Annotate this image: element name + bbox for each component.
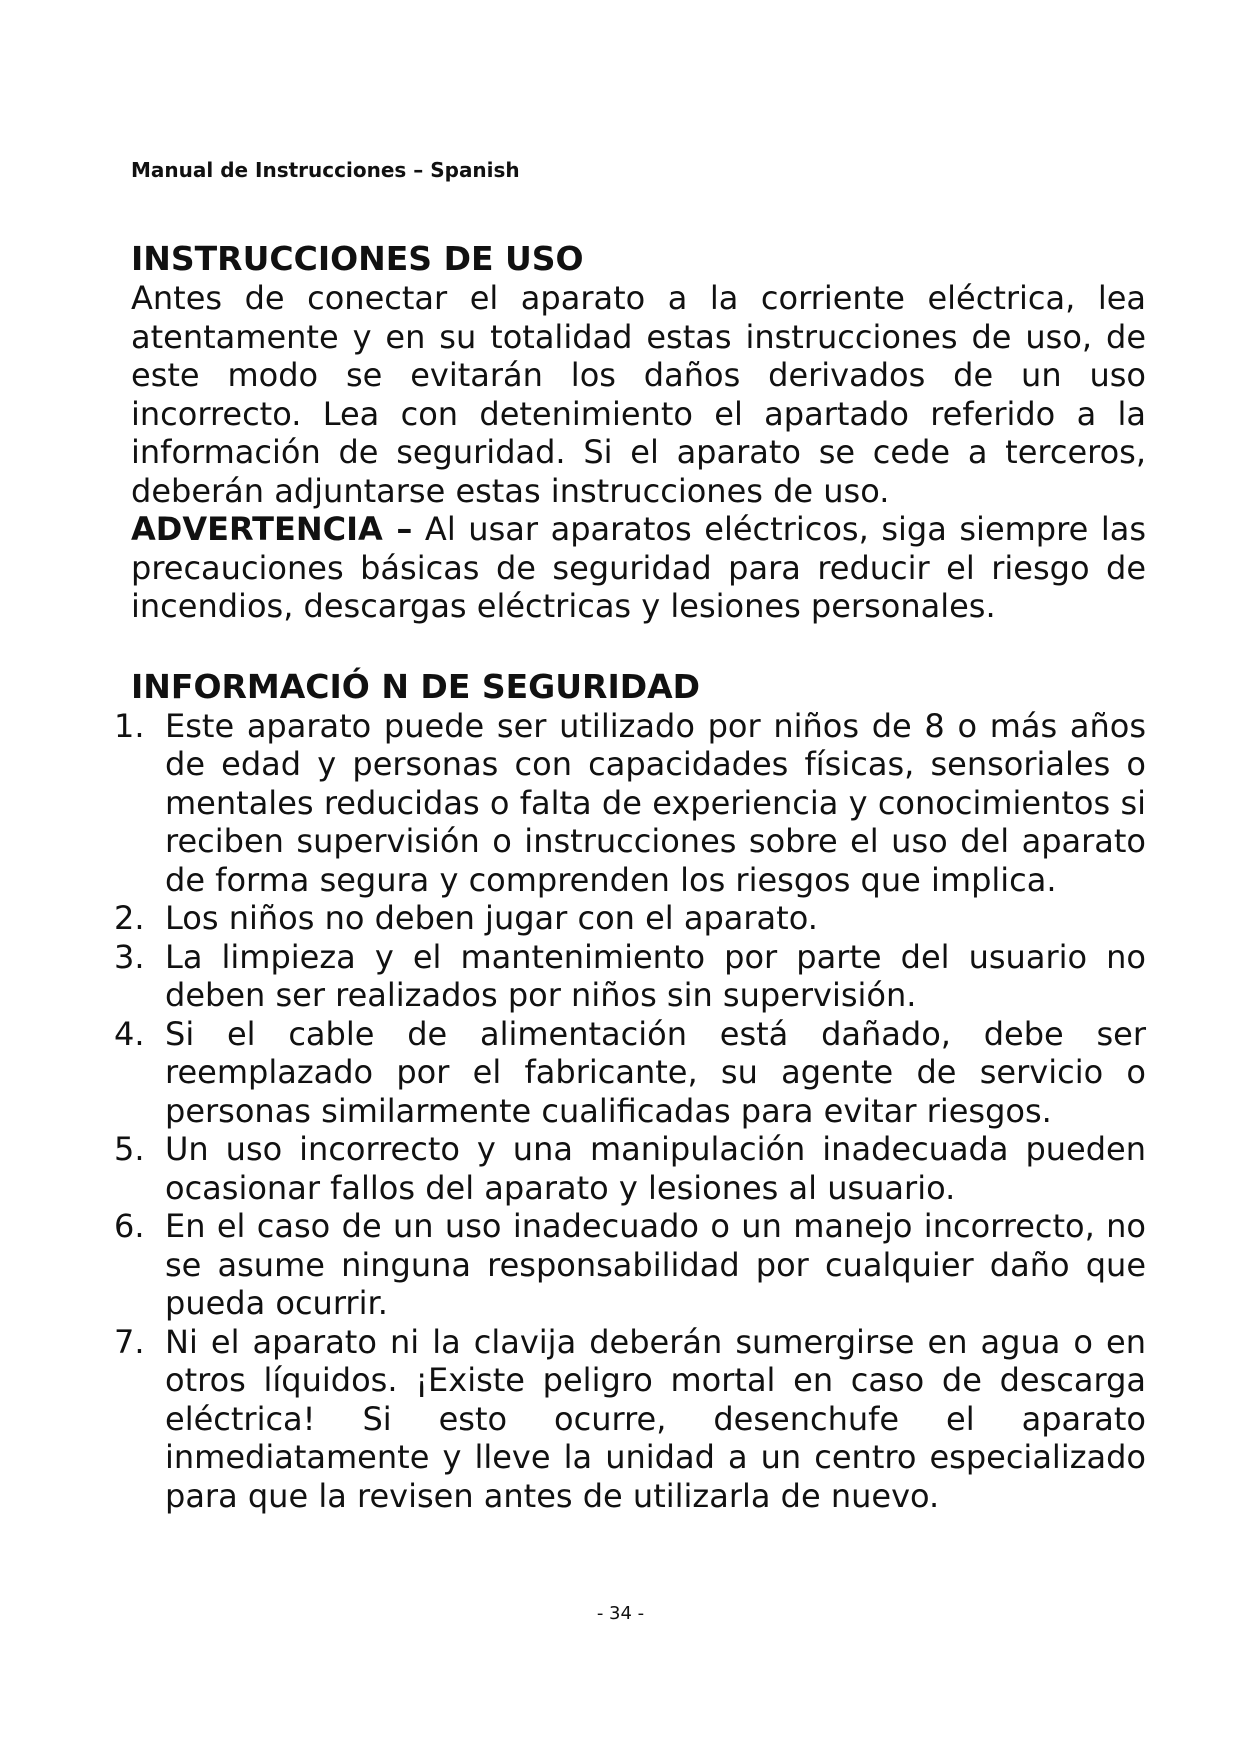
warning-text: Al usar aparatos eléctricos, siga siempre las precauciones básicas de seguridad para reducir el riesgo de incendios, descargas eléctricas y lesiones personales.: [131, 510, 1147, 625]
list-item-number: 5.: [114, 1130, 145, 1168]
list-item: [114, 1130, 1146, 1207]
list-item-text: En el caso de un uso inadecuado o un manejo incorrecto, no se asume ninguna responsabilidad por cualquier daño que pueda ocurrir.: [165, 1207, 1146, 1322]
list-item: [114, 1323, 1146, 1516]
list-item: [114, 707, 1146, 900]
list-item: [114, 1015, 1146, 1131]
running-header: Manual de Instrucciones – Spanish: [131, 158, 520, 182]
page-content: [114, 238, 1147, 1515]
warning-paragraph: [131, 510, 1146, 626]
list-item: [114, 938, 1146, 1015]
page-number: - 34 -: [596, 1603, 645, 1624]
list-item-text: Un uso incorrecto y una manipulación inadecuada pueden ocasionar fallos del aparato y lesiones al usuario.: [165, 1130, 1146, 1207]
list-item-number: 1.: [114, 706, 145, 745]
list-item-text: Este aparato puede ser utilizado por niños de 8 o más años de edad y personas con capacidades físicas, sensoriales o mentales reducidas o falta de experiencia y conocimientos si reciben supervisión o instrucciones sobre el uso del aparato de forma segura y comprenden los riesgos que implica.: [165, 706, 1146, 899]
list-item-number: 6.: [114, 1207, 145, 1245]
safety-list: [114, 707, 1146, 1516]
list-item: [114, 899, 1146, 938]
section-title-instructions: INSTRUCCIONES DE USO: [131, 239, 584, 278]
list-item-number: 7.: [114, 1322, 145, 1361]
list-item-text: La limpieza y el mantenimiento por parte del usuario no deben ser realizados por niños sin supervisión.: [165, 937, 1146, 1014]
list-item-number: 4.: [114, 1014, 145, 1053]
section-title-safety: INFORMACIÓ N DE SEGURIDAD: [131, 666, 701, 706]
list-item-number: 3.: [114, 937, 145, 976]
list-item: [114, 1207, 1146, 1323]
list-item-text: Ni el aparato ni la clavija deberán sumergirse en agua o en otros líquidos. ¡Existe peligro mortal en caso de descarga eléctrica! Si esto ocurre, desenchufe el aparato inmediatamente y lleve la unidad a un centro especializado para que la revisen antes de utilizarla de nuevo.: [165, 1322, 1146, 1515]
warning-label: ADVERTENCIA –: [131, 510, 413, 548]
list-item-text: Los niños no deben jugar con el aparato.: [165, 899, 818, 937]
intro-paragraph: Antes de conectar el aparato a la corriente eléctrica, lea atentamente y en su totalidad estas instrucciones de uso, de este modo se evitarán los daños derivados de un uso incorrecto. Lea con detenimiento el apartado referido a la información de seguridad. Si el aparato se cede a terceros, deberán adjuntarse estas instrucciones de uso.: [131, 279, 1146, 510]
list-item-text: Si el cable de alimentación está dañado, debe ser reemplazado por el fabricante, su agente de servicio o personas similarmente cualificadas para evitar riesgos.: [165, 1014, 1146, 1130]
list-item-number: 2.: [114, 899, 145, 937]
